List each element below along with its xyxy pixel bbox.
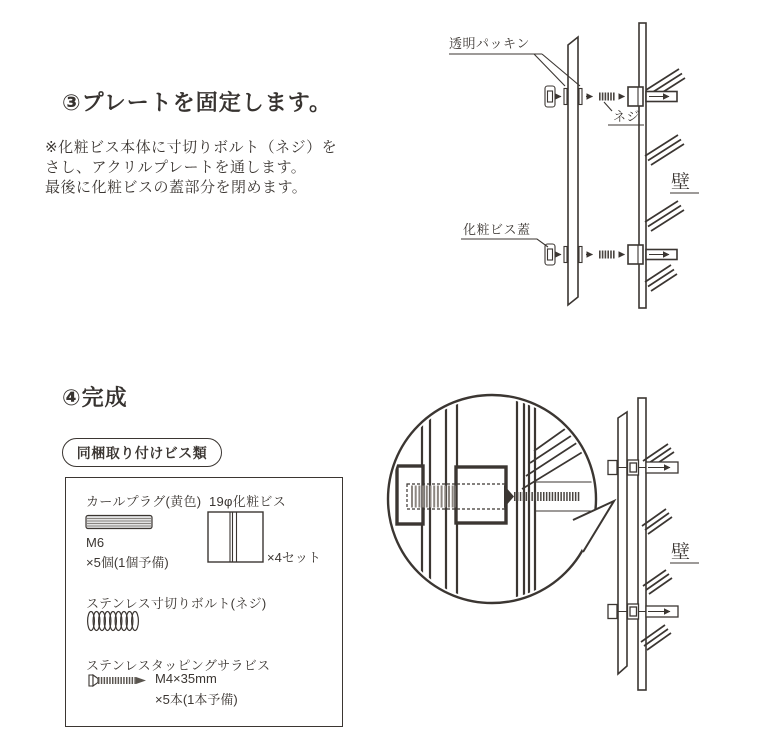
wall-hatch-icon <box>645 135 684 165</box>
screw-cover-icon <box>608 605 617 619</box>
part-qty-decorative-screw: ×4セット <box>267 550 321 565</box>
leader-line <box>461 239 548 247</box>
step3-body-line3: 最後に化粧ビスの蓋部分を閉めます。 <box>45 179 308 196</box>
screw-body-icon <box>628 245 643 264</box>
label-screw-cover: 化粧ビス蓋 <box>463 222 531 237</box>
step3-body-line1: ※化粧ビス本体に寸切りボルト（ネジ）を <box>45 139 338 156</box>
part-qty-tapping-screw: ×5本(1本予備) <box>155 692 238 707</box>
threaded-rod-icon <box>85 609 145 633</box>
fastener-row-bottom <box>545 244 677 265</box>
wall-hatch-icon <box>645 265 677 291</box>
part-name-wall-plug: カールプラグ(黄色) <box>86 494 202 509</box>
packing-icon <box>579 247 582 263</box>
label-screw: ネジ <box>613 109 641 124</box>
packing-icon <box>564 247 567 263</box>
tapping-screw-icon <box>87 672 149 690</box>
screw-cover-icon <box>608 461 617 475</box>
parts-box <box>65 477 343 727</box>
screw-body-section <box>456 467 506 523</box>
wall-hatch-icon <box>645 201 684 231</box>
finished-assembly-diagram <box>380 390 715 702</box>
step3-body-line2: さし、アクリルプレートを通します。 <box>45 159 307 176</box>
parts-box-title: 同梱取り付けビス類 <box>62 438 222 467</box>
part-name-threaded-rod: ステンレス寸切りボルト(ネジ) <box>86 596 267 611</box>
wall-section <box>639 23 646 308</box>
step4-heading: ④完成 <box>62 385 128 410</box>
wall-hatch-icon <box>643 570 672 594</box>
screw-body-icon <box>628 87 643 106</box>
part-spec-wall-plug: M6 <box>86 535 105 550</box>
acrylic-plate <box>618 412 627 674</box>
step3-body <box>45 138 337 198</box>
wall-plug-icon <box>85 514 155 531</box>
label-wall: 壁 <box>671 172 692 193</box>
decorative-screw-icon <box>207 511 267 565</box>
part-name-decorative-screw: 19φ化粧ビス <box>209 494 286 509</box>
packing-icon <box>564 89 567 105</box>
label-wall: 壁 <box>671 542 692 563</box>
part-name-tapping-screw: ステンレスタッピングサラビス <box>86 658 271 673</box>
leader-line <box>604 102 612 111</box>
mounting-exploded-diagram <box>430 15 760 327</box>
finished-wall-assembly <box>608 398 699 690</box>
label-transparent-packing: 透明パッキン <box>449 36 530 51</box>
part-qty-wall-plug: ×5個(1個予備) <box>86 555 169 570</box>
part-spec-tapping-screw: M4×35mm <box>155 671 217 686</box>
step3-heading: ③プレートを固定します。 <box>62 90 332 115</box>
packing-icon <box>579 89 582 105</box>
